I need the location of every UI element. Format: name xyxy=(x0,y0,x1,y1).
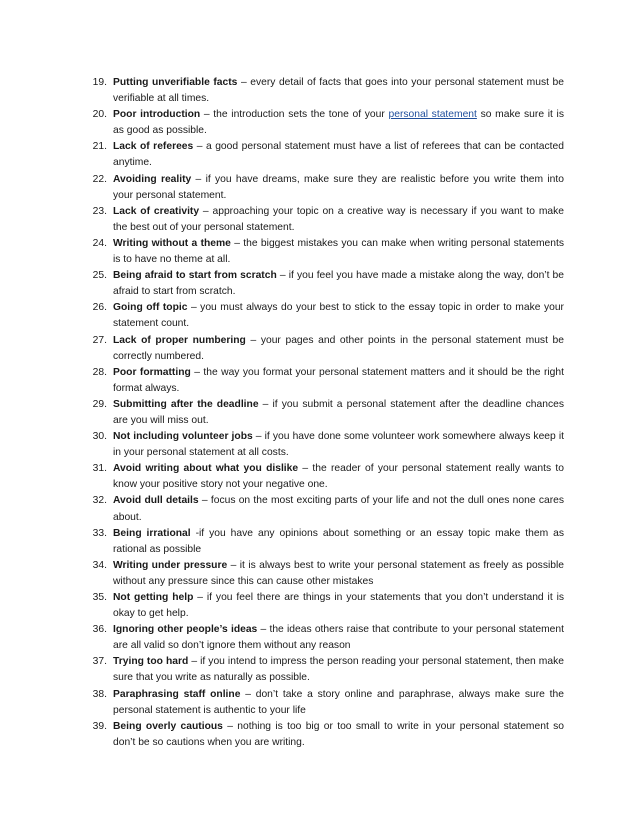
item-text: – if you have done some volunteer work somewhere always keep it in your personal statement at all costs. xyxy=(113,431,565,459)
list-item xyxy=(80,719,564,751)
item-term: Ignoring other people’s ideas xyxy=(113,624,258,636)
personal-statement-link[interactable]: personal statement xyxy=(388,109,477,121)
item-text: – every detail of facts that goes into your personal statement must be verifiable at all times. xyxy=(113,77,564,105)
list-item xyxy=(80,622,564,654)
item-term: Submitting after the deadline xyxy=(113,398,259,410)
item-term: Writing under pressure xyxy=(113,559,228,571)
item-number: 24. xyxy=(92,237,107,249)
list-item xyxy=(80,493,564,525)
item-number: 34. xyxy=(92,559,107,571)
item-term: Not including volunteer jobs xyxy=(113,431,253,443)
item-number: 27. xyxy=(92,334,107,346)
list-item xyxy=(80,654,564,686)
item-text: – don’t take a story online and paraphrase, always make sure the personal statement is authentic to your life xyxy=(113,688,564,716)
item-text: – a good personal statement must have a list of referees that can be contacted anytime. xyxy=(113,141,564,169)
item-term: Being overly cautious xyxy=(113,720,223,732)
item-text: – the introduction sets the tone of your xyxy=(200,109,389,121)
item-term: Putting unverifiable facts xyxy=(113,77,238,88)
list-item xyxy=(80,236,564,268)
item-text-after: so make sure it is as good as possible. xyxy=(113,109,564,137)
item-number: 20. xyxy=(92,109,107,121)
list-item xyxy=(80,590,564,622)
list-item xyxy=(80,75,564,107)
item-number: 28. xyxy=(92,366,107,378)
item-text: – the biggest mistakes you can make when writing personal statements is to have no theme at all. xyxy=(113,237,564,266)
list-item xyxy=(80,365,564,397)
item-term: Avoid writing about what you dislike xyxy=(113,463,299,475)
list-item xyxy=(80,300,564,332)
item-text: – nothing is too big or too small to write in your personal statement so don’t be so cautions when you are writing. xyxy=(113,720,564,748)
list-item xyxy=(80,107,564,139)
item-number: 23. xyxy=(92,205,107,217)
list-item xyxy=(80,268,564,300)
item-text: – if you submit a personal statement after the deadline chances are you will miss out. xyxy=(113,398,564,426)
item-number: 21. xyxy=(92,141,107,153)
item-number: 26. xyxy=(92,302,107,314)
item-text: – the ideas others raise that contribute to your personal statement are all valid so don’t ignore them without any reason xyxy=(113,624,564,652)
item-number: 39. xyxy=(92,720,107,732)
item-number: 38. xyxy=(92,688,107,700)
item-number: 35. xyxy=(92,592,107,603)
item-text: – if you feel there are things in your statements that you don’t understand it is okay to get help. xyxy=(113,592,565,620)
item-term: Writing without a theme xyxy=(113,237,231,249)
list-item xyxy=(80,204,564,236)
item-term: Lack of creativity xyxy=(113,205,200,217)
item-term: Lack of referees xyxy=(113,141,194,153)
list-item xyxy=(80,429,564,461)
item-number: 32. xyxy=(92,495,107,507)
list-item xyxy=(80,558,564,590)
list-item xyxy=(80,172,564,204)
list-item xyxy=(80,333,564,365)
item-text: – if you have dreams, make sure they are realistic before you write them into your personal statement. xyxy=(113,173,564,201)
item-number: 30. xyxy=(92,431,107,443)
mistakes-list xyxy=(80,75,564,751)
item-text: – your pages and other points in the personal statement must be correctly numbered. xyxy=(113,334,564,362)
item-term: Trying too hard xyxy=(113,656,189,668)
item-term: Paraphrasing staff online xyxy=(113,688,241,700)
list-item xyxy=(80,139,564,171)
item-text: – it is always best to write your personal statement as freely as possible without any pressure since this can cause other mistakes xyxy=(113,559,564,587)
list-item xyxy=(80,687,564,719)
item-number: 36. xyxy=(92,624,107,636)
item-term: Being irrational xyxy=(113,527,191,539)
item-term: Avoiding reality xyxy=(113,173,192,185)
item-term: Being afraid to start from scratch xyxy=(113,270,277,282)
item-term: Going off topic xyxy=(113,302,188,314)
list-item xyxy=(80,461,564,493)
item-text: – if you intend to impress the person reading your personal statement, then make sure that you write as naturally as possible. xyxy=(113,656,564,684)
list-item xyxy=(80,526,564,558)
item-term: Poor introduction xyxy=(113,109,201,121)
item-text: – approaching your topic on a creative way is necessary if you want to make the best out of your personal statement. xyxy=(113,205,564,233)
item-term: Poor formatting xyxy=(113,366,191,378)
item-text: – you must always do your best to stick to the essay topic in order to make your statement count. xyxy=(113,302,564,330)
item-text: – the reader of your personal statement really wants to know your positive story not your negative one. xyxy=(113,463,564,491)
item-text: -if you have any opinions about something or an essay topic make them as rational as possible xyxy=(113,527,564,555)
item-term: Avoid dull details xyxy=(113,495,199,507)
item-number: 31. xyxy=(92,463,107,475)
item-number: 25. xyxy=(92,270,107,282)
list-item xyxy=(80,397,564,429)
item-number: 37. xyxy=(92,656,107,668)
item-term: Not getting help xyxy=(113,592,194,603)
item-number: 29. xyxy=(92,398,107,410)
item-text: – if you feel you have made a mistake along the way, don’t be afraid to start from scratch. xyxy=(113,270,565,298)
item-term: Lack of proper numbering xyxy=(113,334,246,346)
item-number: 22. xyxy=(92,173,107,185)
item-text: – focus on the most exciting parts of your life and not the dull ones none cares about. xyxy=(113,495,565,523)
item-number: 33. xyxy=(92,527,107,539)
item-text: – the way you format your personal statement matters and it should be the right format always. xyxy=(113,366,564,394)
item-number: 19. xyxy=(92,77,107,88)
